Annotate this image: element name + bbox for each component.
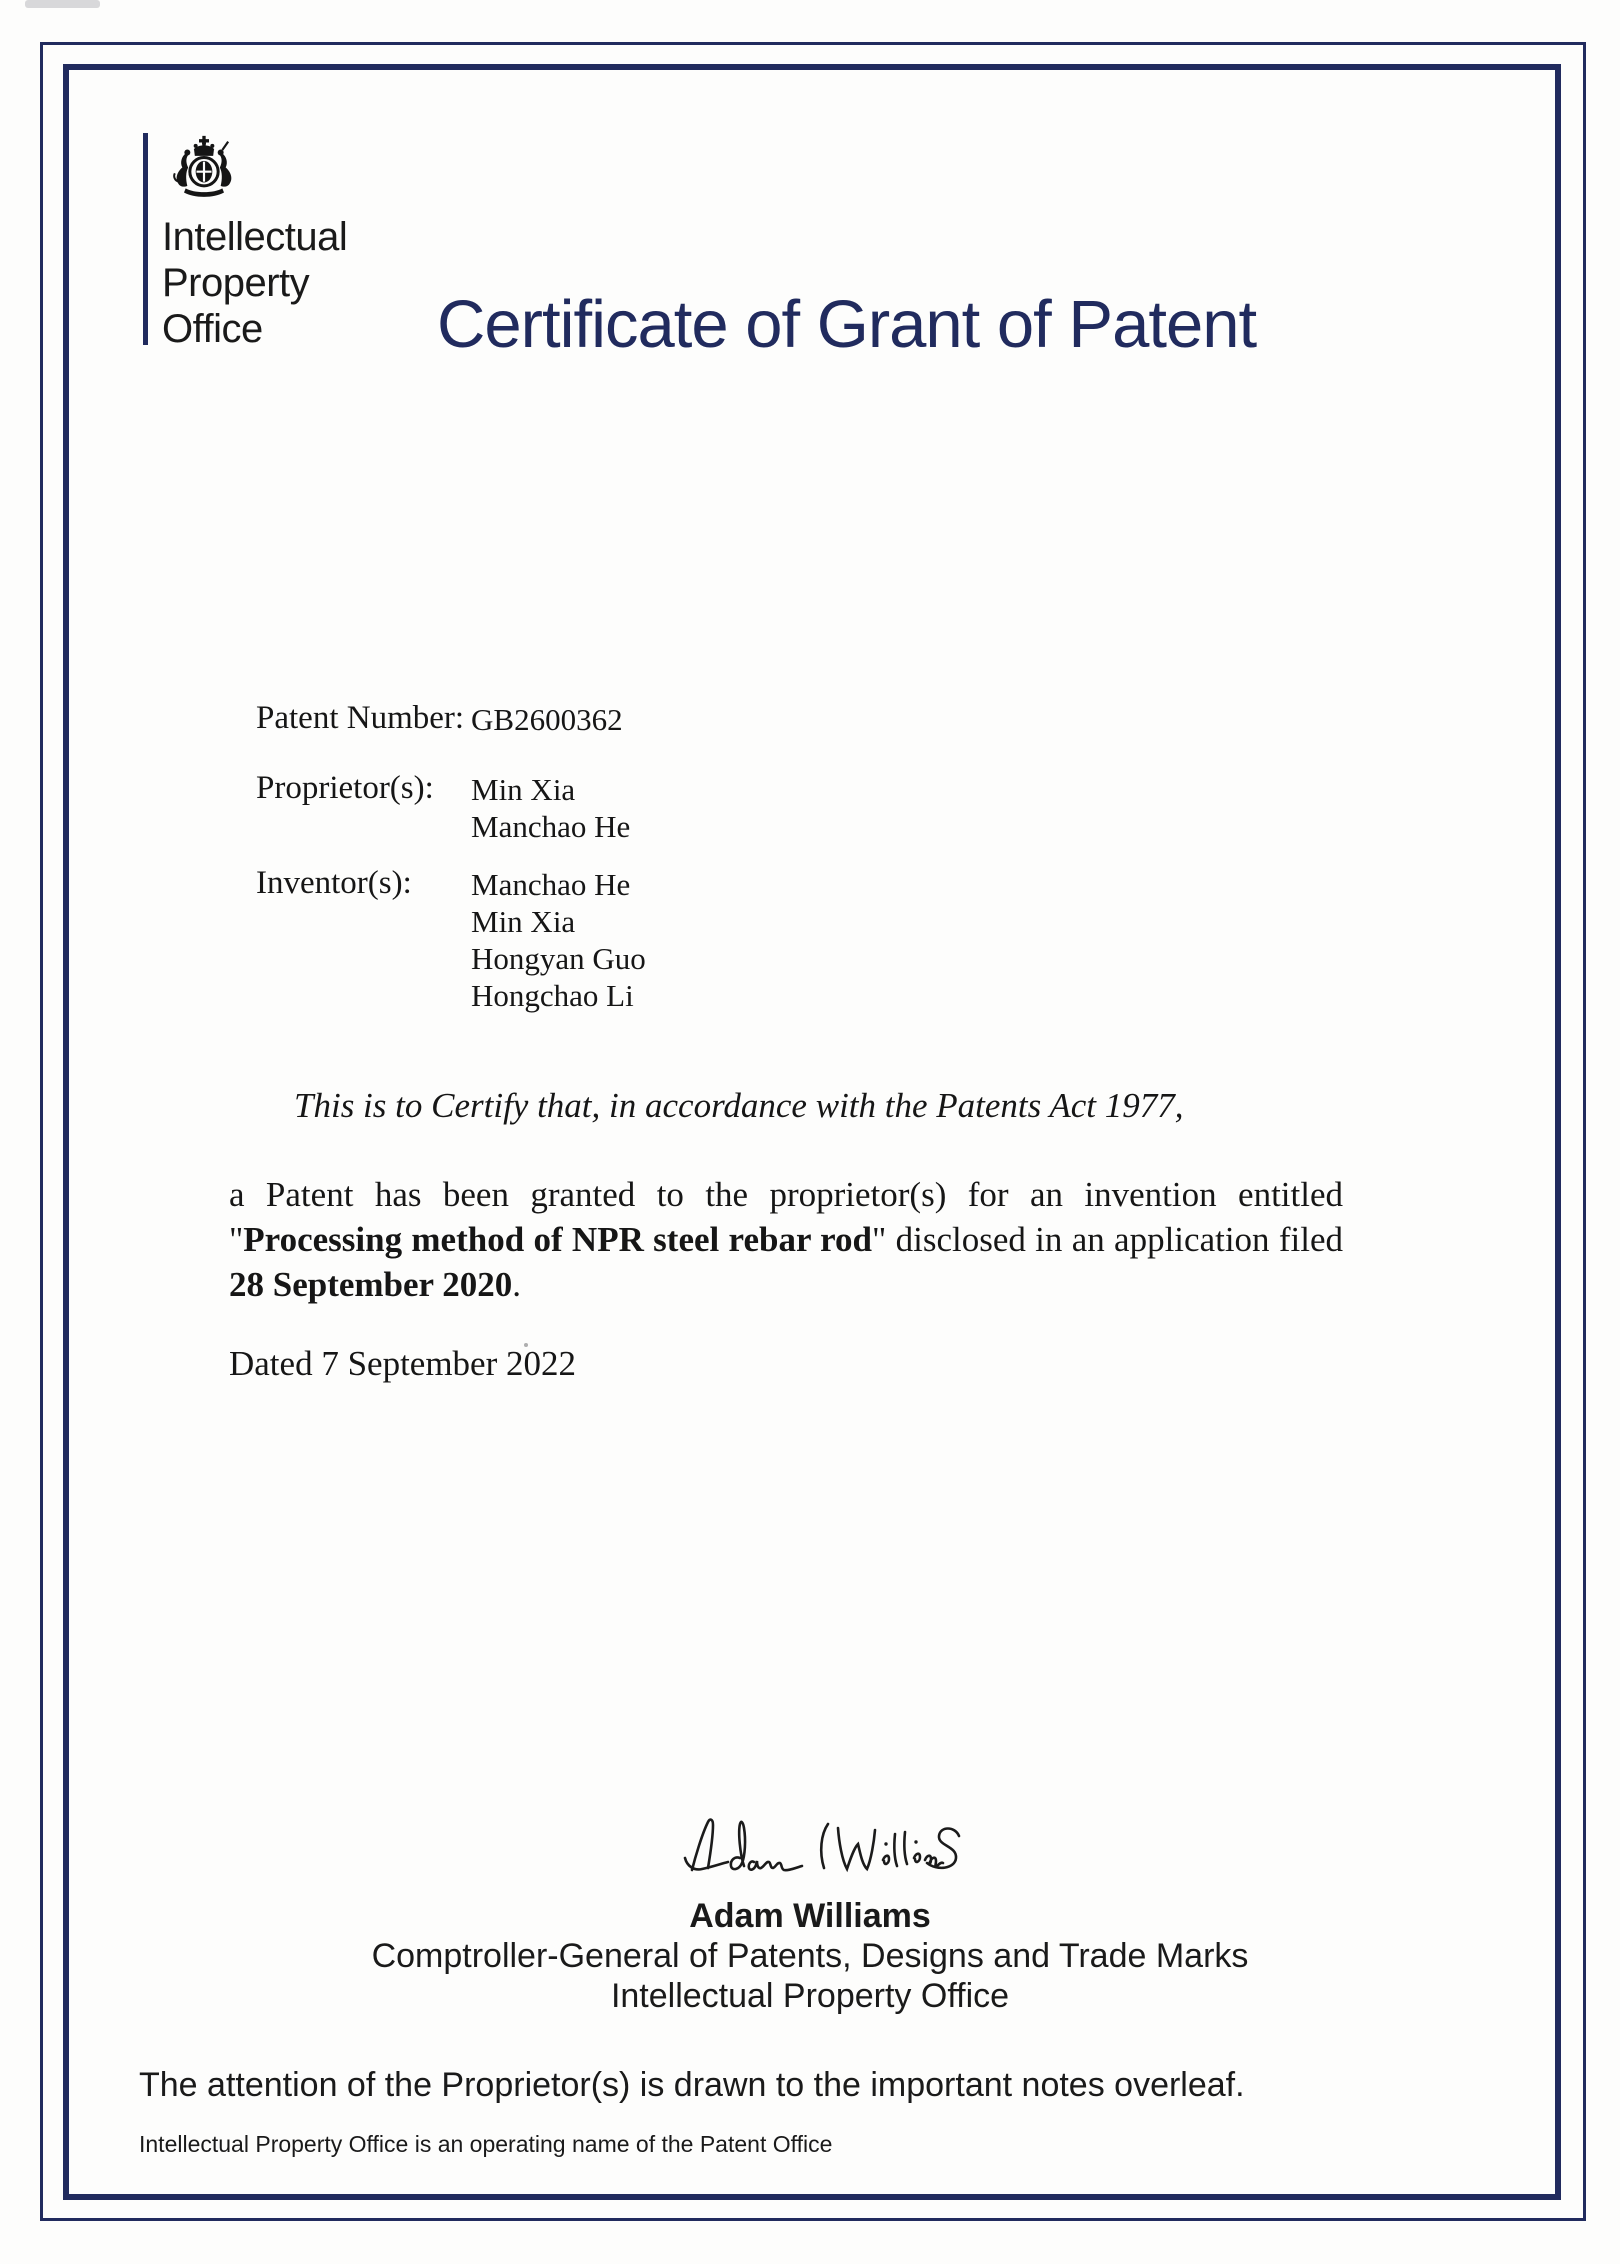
bibliographic-fields — [256, 700, 646, 1014]
inventor-name: Hongchao Li — [471, 978, 634, 1013]
inventors-values — [471, 865, 646, 1014]
grant-text-lead: a Patent has been granted to the proprietor(s) for an invention entitled — [229, 1175, 1343, 1214]
quote-close: " — [872, 1220, 887, 1259]
invention-title: Processing method of NPR steel rebar rod — [243, 1220, 873, 1259]
attention-note: The attention of the Proprietor(s) is drawn to the important notes overleaf. — [139, 2066, 1245, 2104]
certify-line: This is to Certify that, in accordance with the Patents Act 1977, — [294, 1086, 1184, 1125]
patent-number-value: GB2600362 — [471, 702, 623, 737]
proprietor-name: Min Xia — [471, 772, 576, 807]
patent-number-row — [256, 700, 646, 738]
signatory-office: Intellectual Property Office — [610, 1977, 1010, 2015]
inventors-row — [256, 865, 646, 1014]
royal-crest-icon — [162, 135, 246, 205]
grant-text-period: . — [512, 1265, 521, 1304]
quote-open: " — [229, 1220, 244, 1259]
proprietor-name: Manchao He — [471, 809, 631, 844]
footer-note: Intellectual Property Office is an operating name of the Patent Office — [139, 2131, 833, 2157]
signatory-name: Adam Williams — [689, 1897, 931, 1935]
inventor-name: Manchao He — [471, 867, 631, 902]
grant-paragraph — [229, 1172, 1343, 1307]
handwritten-signature — [678, 1808, 965, 1888]
proprietors-label: Proprietor(s): — [256, 770, 434, 806]
inventor-name: Min Xia — [471, 904, 576, 939]
dated-line: Dated 7 September 2022 — [229, 1344, 576, 1383]
logo-content — [162, 133, 347, 352]
logo-word-intellectual: Intellectual — [162, 215, 348, 259]
proprietors-row — [256, 770, 646, 845]
inventor-name: Hongyan Guo — [471, 941, 646, 976]
filing-date: 28 September 2020 — [229, 1265, 513, 1304]
logo-word-property: Property — [162, 261, 310, 305]
logo-word-office: Office — [162, 307, 263, 351]
signature-icon — [678, 1808, 965, 1883]
signatory-block — [0, 1896, 1620, 2016]
signatory-title: Comptroller-General of Patents, Designs and Trade Marks — [371, 1937, 1249, 1975]
inventors-label: Inventor(s): — [256, 865, 412, 901]
grant-text-mid: disclosed in an application filed — [886, 1220, 1343, 1259]
patent-number-label: Patent Number: — [256, 700, 465, 736]
ipo-logo — [143, 133, 347, 352]
logo-vertical-bar — [143, 133, 148, 345]
scan-artifact — [25, 0, 100, 8]
proprietors-values — [471, 770, 630, 845]
certificate-title: Certificate of Grant of Patent — [437, 287, 1257, 362]
